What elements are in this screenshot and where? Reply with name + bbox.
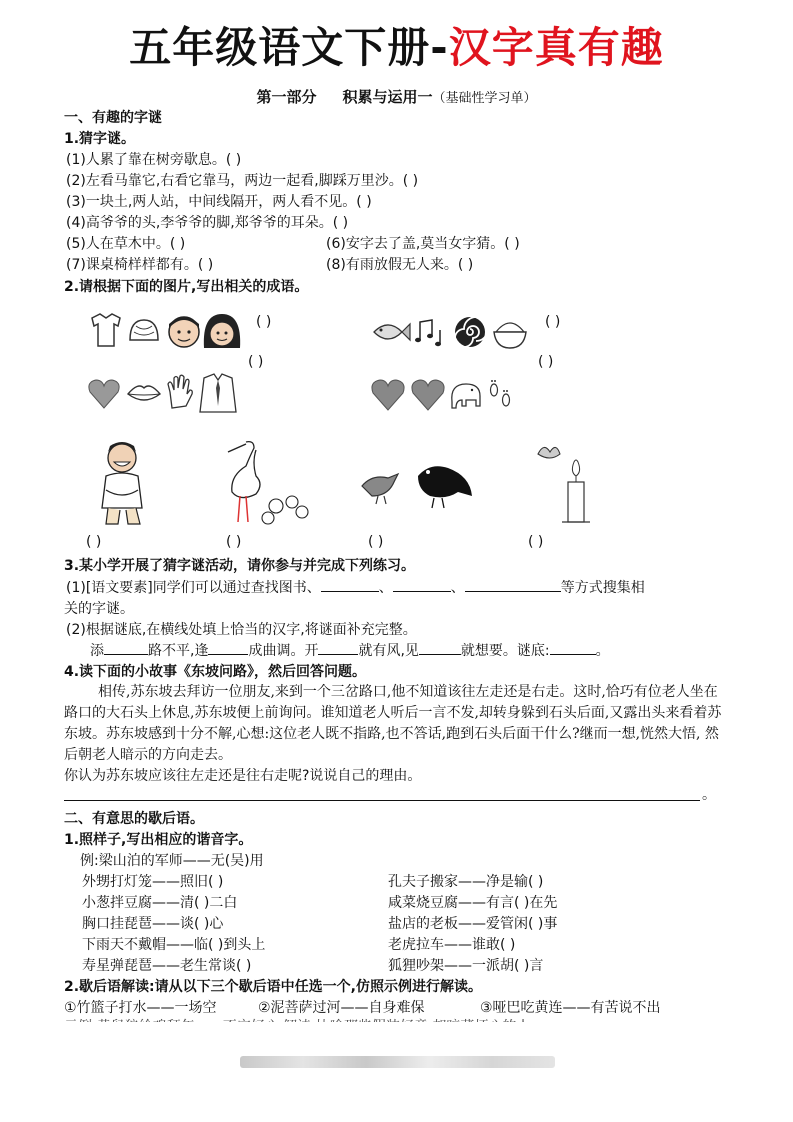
q3-riddle-line xyxy=(90,642,610,660)
xiehouyu-left-2: 小葱拌豆腐——清( )二白 xyxy=(82,895,238,911)
q3-p1a: (1)[语文要素]同学们可以通过查找图书、 xyxy=(66,580,321,596)
riddle-3: (3)一块土,两人站，中间线隔开，两人看不见。( ) xyxy=(66,194,372,210)
idiom-pictures-row1-right xyxy=(370,310,530,352)
q3-p1c: 关的字谜。 xyxy=(64,601,134,617)
answer-parens-1[interactable]: ( ) xyxy=(256,314,272,330)
q3-p1b: 等方式搜集相 xyxy=(560,580,645,596)
riddle-2: (2)左看马靠它,右看它靠马，两边一起看,脚踩万里沙。( ) xyxy=(66,173,419,189)
q3-p3f: 。 xyxy=(595,643,610,659)
q3-blank-2[interactable] xyxy=(393,579,451,592)
q3-fill-1[interactable] xyxy=(104,642,148,655)
xiehouyu-left-4: 下雨天不戴帽——临( )到头上 xyxy=(82,937,266,953)
subtitle-note: （基础性学习单） xyxy=(432,91,537,106)
q4-label: 4.读下面的小故事《东坡问路》，然后回答问题。 xyxy=(64,664,367,680)
music-notes-icon xyxy=(415,320,441,346)
q3-p3d: 就有风,见 xyxy=(358,643,419,659)
q3-p3c: 成曲调。开 xyxy=(248,643,319,659)
q3-fill-2[interactable] xyxy=(208,642,248,655)
crane-and-chicks-illustration xyxy=(216,436,316,528)
spiral-icon xyxy=(455,317,488,347)
section1-heading: 一、有趣的字谜 xyxy=(64,110,162,126)
s2-q2-label: 2.歇后语解读:请从以下三个歇后语中任选一个,仿照示例进行解读。 xyxy=(64,979,482,995)
q3-sep-2: 、 xyxy=(450,580,465,596)
answer-parens-2[interactable]: ( ) xyxy=(545,314,561,330)
answer-parens-7[interactable]: ( ) xyxy=(368,534,384,550)
q3-fill-4[interactable] xyxy=(419,642,461,655)
elephant-icon xyxy=(452,384,480,408)
answer-parens-5[interactable]: ( ) xyxy=(86,534,102,550)
lips-icon xyxy=(128,386,160,400)
q3-blank-1[interactable] xyxy=(321,579,379,592)
q3-blank-3[interactable] xyxy=(465,579,561,592)
heart-icon-left xyxy=(372,380,404,410)
q3-part1-line xyxy=(66,579,645,597)
s2-example: 例:梁山泊的军师——无(吴)用 xyxy=(80,853,264,869)
q4-answer-line[interactable] xyxy=(64,786,700,801)
dress-shirt-icon xyxy=(200,374,236,412)
moth-and-candle-illustration xyxy=(528,438,600,530)
idiom-pictures-row2-right xyxy=(370,372,530,414)
riddle-1: (1)人累了靠在树旁歇息。( ) xyxy=(66,152,242,168)
riddle-6: (6)安字去了盖,莫当女字猜。( ) xyxy=(326,236,520,252)
answer-parens-3[interactable]: ( ) xyxy=(248,354,264,370)
riddle-8: (8)有雨放假无人来。( ) xyxy=(326,257,474,273)
hand-icon xyxy=(168,375,192,408)
answer-parens-6[interactable]: ( ) xyxy=(226,534,242,550)
riddle-7: (7)课桌椅样样都有。( ) xyxy=(66,257,214,273)
title-black: 五年级语文下册- xyxy=(129,23,449,72)
q3-p3e: 就想要。谜底: xyxy=(460,643,550,659)
q3-fill-3[interactable] xyxy=(318,642,358,655)
girl-face-icon xyxy=(204,314,240,348)
xiehouyu-right-1: 孔夫子搬家——净是输( ) xyxy=(388,874,544,890)
footprints-icon xyxy=(491,380,510,406)
idiom-pictures-row1-left xyxy=(86,310,246,352)
page-title xyxy=(0,22,793,74)
answer-parens-8[interactable]: ( ) xyxy=(528,534,544,550)
xiehouyu-left-3: 胸口挂琵琶——谈( )心 xyxy=(82,916,224,932)
boy-face-icon xyxy=(169,317,199,347)
s2-option-1: ①竹篮子打水——一场空 xyxy=(64,1000,217,1016)
riddle-4: (4)高爷爷的头,李爷爷的脚,郑爷爷的耳朵。( ) xyxy=(66,215,349,231)
riddle-5: (5)人在草木中。( ) xyxy=(66,236,186,252)
xiehouyu-right-4: 老虎拉车——谁敢( ) xyxy=(388,937,516,953)
rice-bowl-icon xyxy=(494,323,526,348)
q2-label: 2.请根据下面的图片,写出相关的成语。 xyxy=(64,279,309,295)
xiehouyu-left-5: 寿星弹琵琶——老生常谈( ) xyxy=(82,958,252,974)
xiehouyu-left-1: 外甥打灯笼——照旧( ) xyxy=(82,874,224,890)
q3-label: 3.某小学开展了猜字谜活动，请你参与并完成下列练习。 xyxy=(64,558,416,574)
q1-label: 1.猜字谜。 xyxy=(64,131,136,147)
idiom-pictures-row2-left xyxy=(86,372,246,414)
fish-icon xyxy=(374,324,410,340)
answer-parens-4[interactable]: ( ) xyxy=(538,354,554,370)
q3-p2: (2)根据谜底,在横线处填上恰当的汉字,将谜面补充完整。 xyxy=(66,622,417,638)
title-red: 汉字真有趣 xyxy=(448,23,664,72)
q3-sep-1: 、 xyxy=(378,580,393,596)
subtitle-name: 积累与运用一 xyxy=(342,88,433,106)
birds-illustration xyxy=(358,456,478,516)
q3-p3a: 添 xyxy=(90,643,104,659)
q4-story: 相传,苏东坡去拜访一位朋友,来到一个三岔路口,他不知道该往左走还是右走。这时,恰巧有位老人坐在路口的大石头上休息,苏东坡便上前询问。谁知道老人听后一言不发,却转身躲到石头后面,又露出头来看着苏东坡。苏东坡感到十分不解,心想:这位老人既不指路,也不答话,跑到石头后面干什么?继而一想,恍然大悟, 然后朝老人暗示的方向走去。 xyxy=(64,684,722,763)
q3-fill-answer[interactable] xyxy=(550,642,596,655)
laughing-man-illustration xyxy=(88,438,158,528)
s2-q1-label: 1.照样子,写出相应的谐音字。 xyxy=(64,832,253,848)
steamed-bun-icon xyxy=(130,320,158,340)
s2-option-3: ③哑巴吃黄连——有苦说不出 xyxy=(480,1000,661,1016)
xiehouyu-right-3: 盐店的老板——爱管闲( )事 xyxy=(388,916,558,932)
shirt-icon xyxy=(92,314,120,346)
xiehouyu-right-5: 狐狸吵架——一派胡( )言 xyxy=(388,958,544,974)
heart-icon xyxy=(89,380,119,408)
subtitle xyxy=(0,86,793,107)
q4-answer-end: 。 xyxy=(702,787,716,803)
xiehouyu-right-2: 咸菜烧豆腐——有言( )在先 xyxy=(388,895,558,911)
heart-icon-right xyxy=(412,380,444,410)
q3-p3b: 路不平,逢 xyxy=(148,643,209,659)
section2-heading: 二、有意思的歇后语。 xyxy=(64,811,204,827)
s2-option-2: ②泥菩萨过河——自身难保 xyxy=(258,1000,425,1016)
blurred-footer-bar xyxy=(240,1056,555,1068)
subtitle-part: 第一部分 xyxy=(256,88,317,106)
page-fade-overlay xyxy=(0,1022,793,1122)
q4-question: 你认为苏东坡应该往左走还是往右走呢?说说自己的理由。 xyxy=(64,768,422,784)
